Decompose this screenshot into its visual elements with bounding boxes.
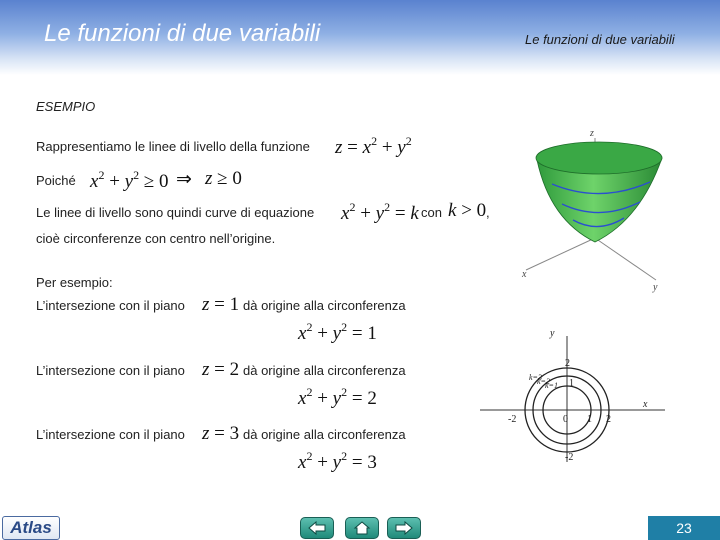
- plane-formula-3: z = 3: [202, 423, 240, 444]
- section-title: Le funzioni di due variabili: [525, 32, 675, 47]
- level-curves-text: Le linee di livello sono quindi curve di equazione: [36, 205, 315, 220]
- circles-y-label: y: [550, 328, 555, 339]
- home-icon: [353, 521, 371, 535]
- page-title: Le funzioni di due variabili: [44, 20, 321, 47]
- con-text: con: [421, 205, 442, 220]
- next-button[interactable]: [387, 517, 421, 539]
- intersection-text-3: L’intersezione con il piano: [36, 427, 185, 442]
- tick-x-one: 1: [587, 414, 592, 425]
- label-k3: k=3: [529, 373, 542, 382]
- arrow-left-icon: [308, 521, 326, 535]
- label-k1: k=1: [545, 381, 558, 390]
- per-esempio-text: Per esempio:: [36, 275, 113, 290]
- circles-x-label: x: [643, 399, 648, 410]
- comma-text: ,: [486, 205, 490, 220]
- paraboloid-figure: [510, 120, 680, 295]
- x-axis: [526, 238, 595, 270]
- intersection-text-2: L’intersezione con il piano: [36, 363, 185, 378]
- plane-formula-1: z = 1: [202, 294, 240, 315]
- intersection-suffix-3: dà origine alla circonferenza: [243, 427, 406, 442]
- circles-text: cioè circonferenze con centro nell’origine.: [36, 231, 276, 246]
- tick-y-bottom: -2: [565, 452, 574, 463]
- prev-button[interactable]: [300, 517, 334, 539]
- surface-y-label: y: [653, 282, 658, 293]
- label-k2: k=2: [537, 377, 550, 386]
- level-curve-formula: $x^2 + y^2 = k$: [341, 200, 419, 224]
- y-axis: [595, 238, 656, 280]
- surface-x-label: x: [522, 269, 527, 280]
- intersection-text-1: L’intersezione con il piano: [36, 298, 185, 313]
- arrow-right-icon: [395, 521, 413, 535]
- example-heading: ESEMPIO: [36, 99, 96, 114]
- condition-formula: $x^2 + y^2 \ge 0$: [90, 168, 169, 192]
- tick-y-top: 2: [565, 358, 570, 369]
- function-formula: $z = x^2 + y^2$: [335, 134, 412, 158]
- intersection-suffix-1: dà origine alla circonferenza: [243, 298, 406, 313]
- circle-formula-3: $x^2 + y^2 = 3$: [298, 449, 377, 473]
- poiche-text: Poiché: [36, 173, 76, 188]
- tick-y-one: 1: [569, 378, 574, 389]
- k-condition-formula: k > 0: [448, 200, 487, 221]
- intersection-suffix-2: dà origine alla circonferenza: [243, 363, 406, 378]
- paraboloid-top: [536, 142, 662, 174]
- surface-z-label: z: [590, 128, 594, 139]
- tick-x-left: -2: [508, 414, 517, 425]
- circle-formula-2: $x^2 + y^2 = 2$: [298, 385, 377, 409]
- z-condition-formula: z ≥ 0: [205, 168, 242, 189]
- plane-formula-2: z = 2: [202, 359, 240, 380]
- home-button[interactable]: [345, 517, 379, 539]
- intro-text: Rappresentiamo le linee di livello della funzione: [36, 139, 310, 154]
- atlas-logo: Atlas: [2, 516, 60, 540]
- tick-x-right: 2: [606, 414, 611, 425]
- implies-symbol: ⇒: [176, 169, 192, 190]
- origin-label: 0: [563, 414, 568, 425]
- circle-formula-1: $x^2 + y^2 = 1$: [298, 320, 377, 344]
- page-number: 23: [648, 516, 720, 540]
- level-circles-figure: [475, 322, 675, 467]
